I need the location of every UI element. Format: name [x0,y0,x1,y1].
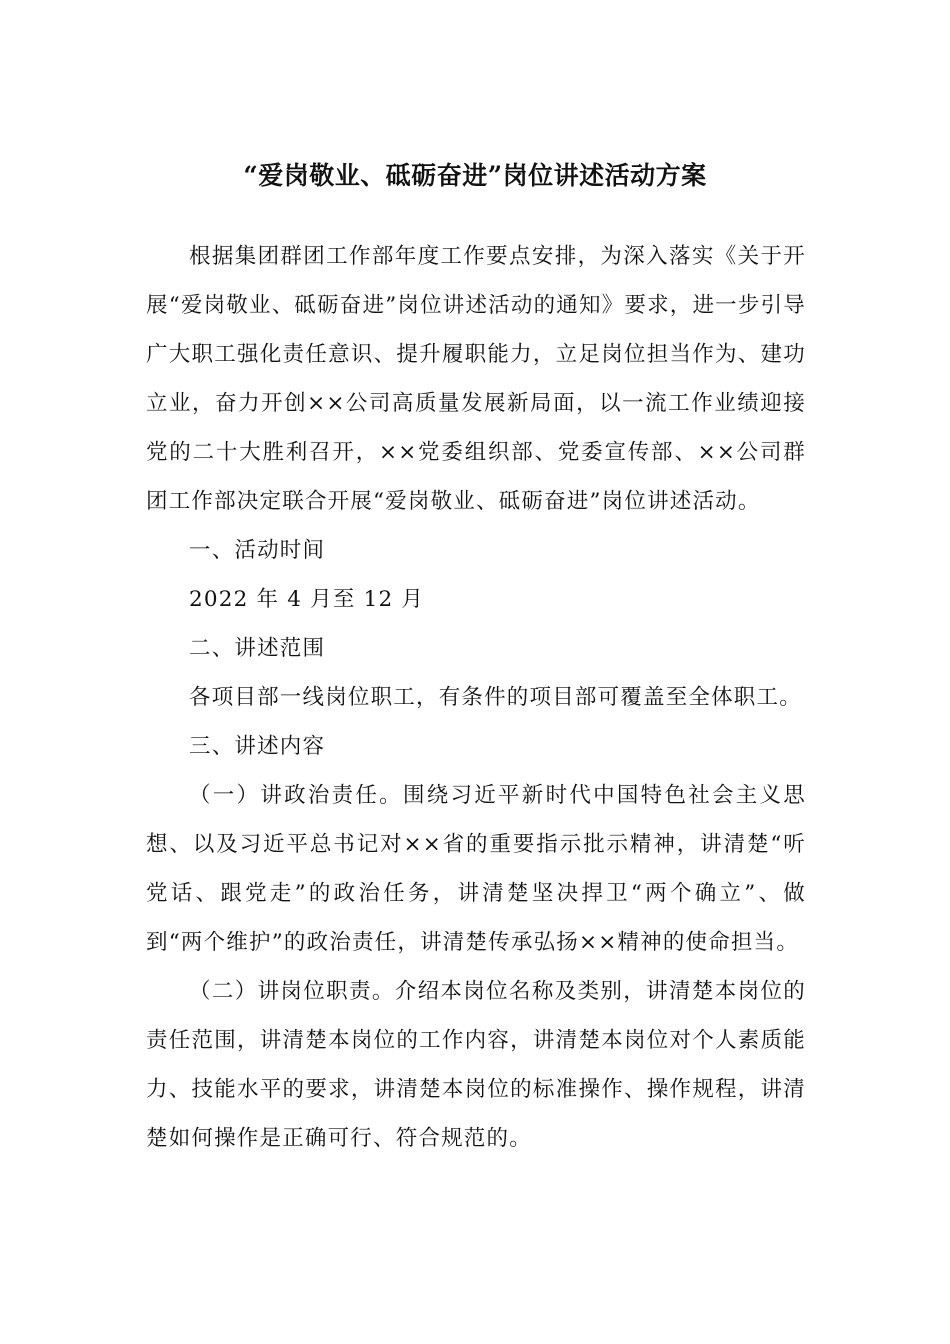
activity-time-value: 2022 年 4 月至 12 月 [189,587,425,612]
document-title: “爱岗敬业、砥砺奋进”岗位讲述活动方案 [243,161,707,190]
intro-paragraph: 根据集团群团工作部年度工作要点安排，为深入落实《关于开展“爱岗敬业、砥砺奋进”岗位讲述活动的通知》要求，进一步引导广大职工强化责任意识、提升履职能力，立足岗位担当作为、建功立业，奋力开创××公司高质量发展新局面，以一流工作业绩迎接党的二十大胜利召开，××党委组织部、党委宣传部、××公司群团工作部决定联合开展“爱岗敬业、砥砺奋进”岗位讲述活动。 [146,244,806,514]
section-heading-activity-time: 一、活动时间 [189,538,326,563]
content-paragraph-political: （一）讲政治责任。围绕习近平新时代中国特色社会主义思想、以及习近平总书记对××省的重要指示批示精神，讲清楚“听党话、跟党走”的政治任务，讲清楚坚决捍卫“两个确立”、做到“两个维护”的政治责任，讲清楚传承弘扬××精神的使命担当。 [146,783,806,955]
content-paragraph-duty: （二）讲岗位职责。介绍本岗位名称及类别，讲清楚本岗位的责任范围，讲清楚本岗位的工作内容，讲清楚本岗位对个人素质能力、技能水平的要求，讲清楚本岗位的标准操作、操作规程，讲清楚如何操作是正确可行、符合规范的。 [146,979,806,1151]
section-heading-scope: 二、讲述范围 [189,636,326,661]
scope-paragraph: 各项目部一线岗位职工，有条件的项目部可覆盖至全体职工。 [189,685,802,710]
section-heading-content: 三、讲述内容 [189,734,326,759]
document-body [146,232,806,1163]
